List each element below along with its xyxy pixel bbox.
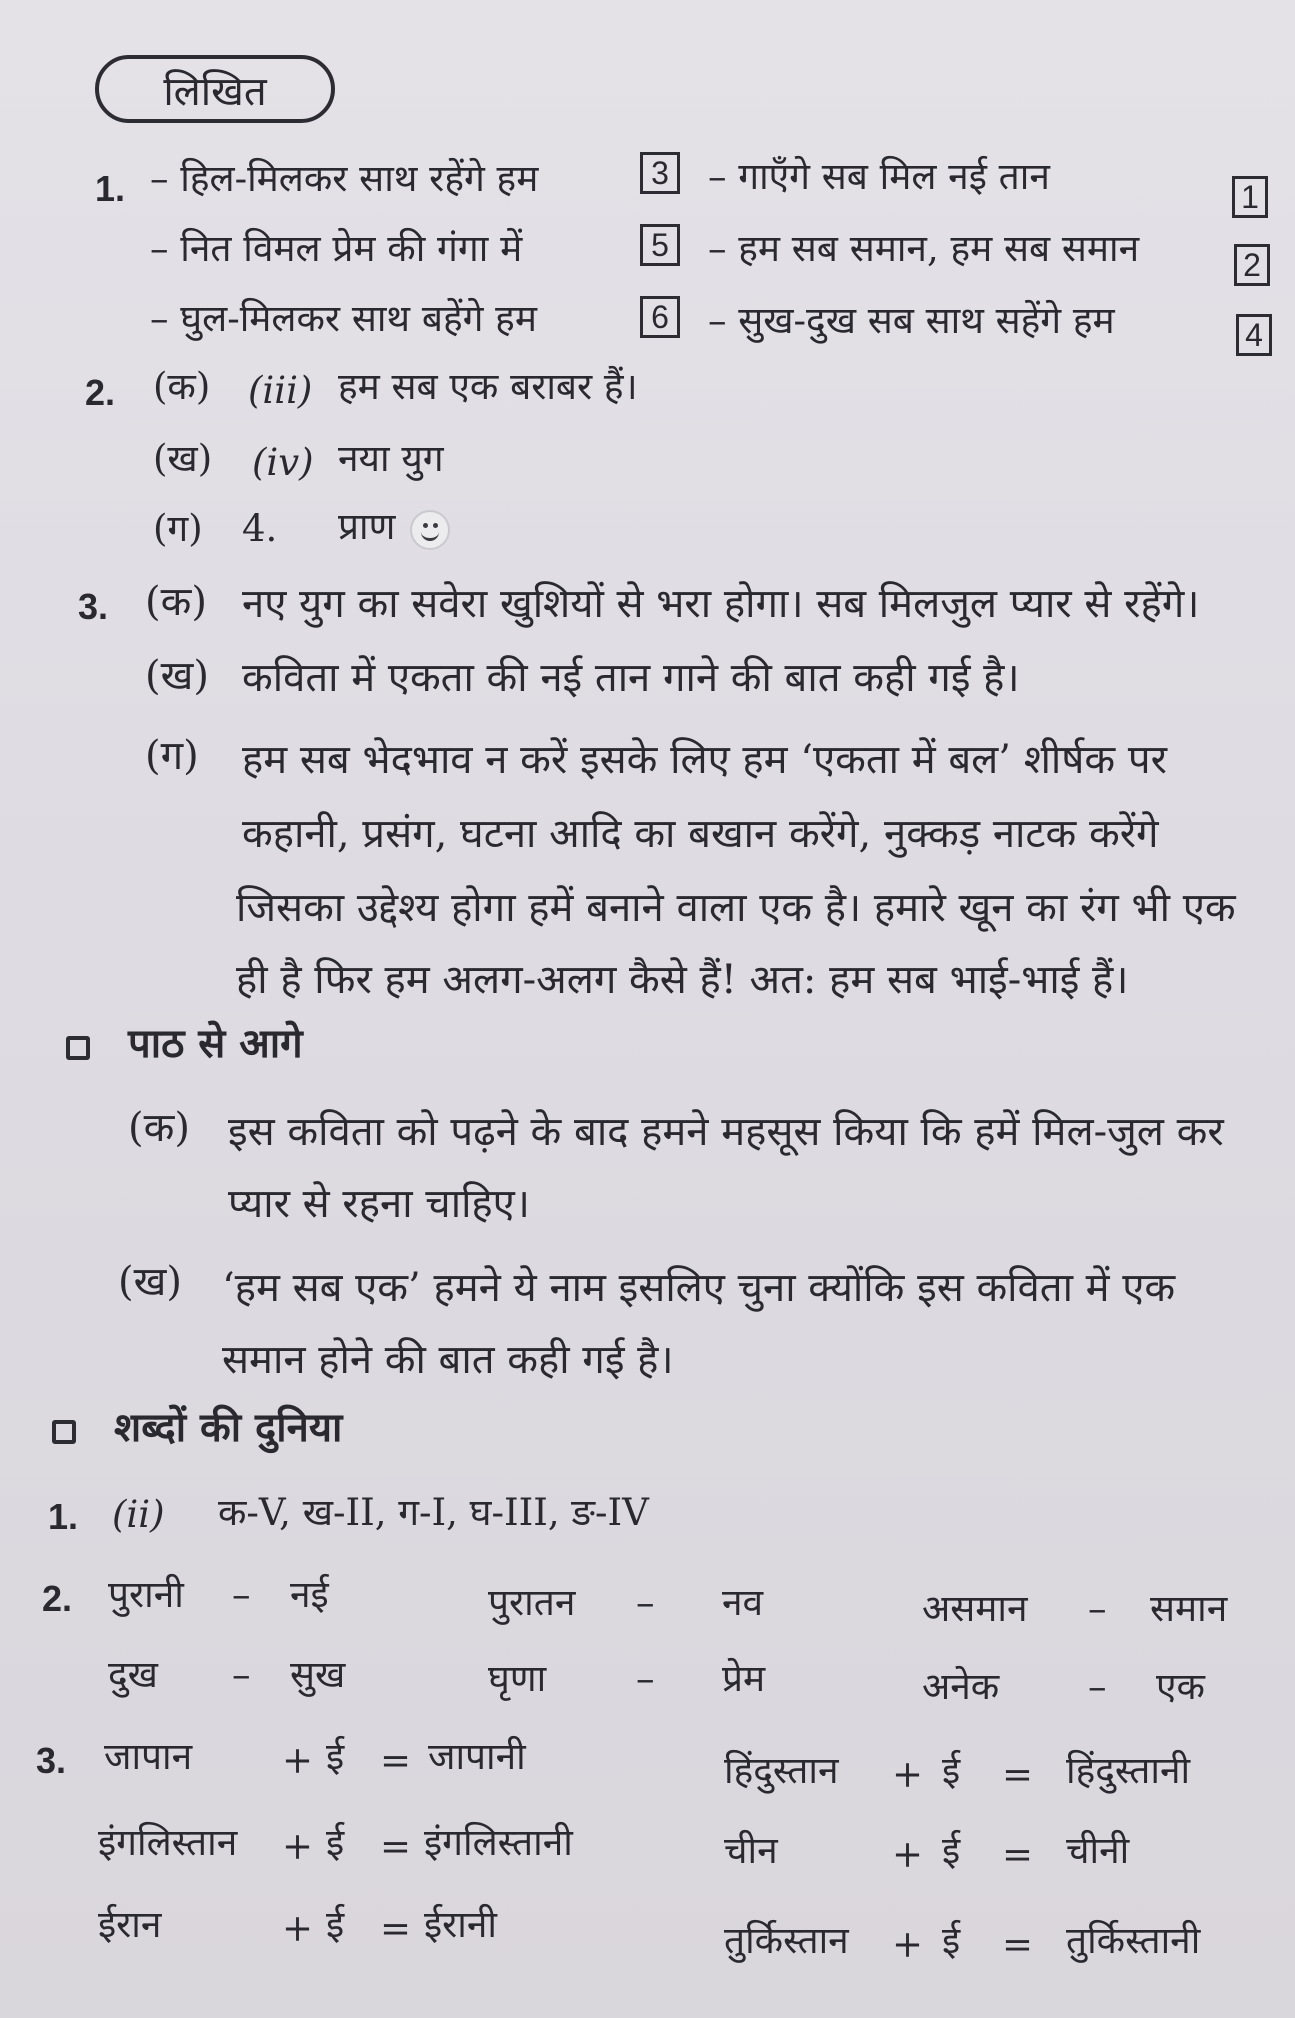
option-roman: (iv): [252, 441, 314, 484]
equals-sign: =: [380, 1907, 412, 1950]
equals-sign: =: [1002, 1833, 1034, 1876]
section-square-icon: [66, 1036, 90, 1060]
option-label: (ग): [153, 507, 203, 550]
antonym-dash: –: [1088, 1665, 1107, 1708]
plus-sign: +: [892, 1833, 924, 1876]
section-heading-likhit: [95, 55, 335, 123]
word-base: तुर्किस्तान: [724, 1919, 849, 1962]
answer-line: हम सब भेदभाव न करें इसके लिए हम ‘एकता में बल’ शीर्षक पर: [242, 737, 1167, 783]
antonym-word: दुख: [108, 1653, 158, 1696]
option-label: (ग): [145, 733, 199, 779]
answer-text: हम सब एक बराबर हैं।: [338, 365, 638, 408]
smiley-sticker: [410, 510, 450, 550]
antonym-dash: –: [232, 1653, 251, 1696]
match-number-box: 2: [1234, 244, 1270, 286]
antonym-word: एक: [1156, 1665, 1205, 1708]
section-heading-paath-se-aage: पाठ से आगे: [128, 1020, 303, 1067]
question-number: 1.: [95, 168, 126, 209]
equals-sign: =: [380, 1825, 412, 1868]
match-number-box: 1: [1232, 176, 1268, 218]
match-right-text: – सुख-दुख सब साथ सहेंगे हम: [708, 299, 1115, 342]
question-number: 2.: [85, 372, 116, 413]
word-base: चीन: [724, 1829, 778, 1872]
equals-sign: =: [1002, 1923, 1034, 1966]
answer-line: ‘हम सब एक’ हमने ये नाम इसलिए चुना क्योंकि इस कविता में एक: [222, 1265, 1176, 1311]
answer-line: इस कविता को पढ़ने के बाद हमने महसूस किया कि हमें मिल-जुल कर: [228, 1109, 1224, 1155]
antonym-word: नव: [722, 1581, 764, 1624]
antonym-word: समान: [1150, 1587, 1228, 1630]
word-result: इंगलिस्तानी: [424, 1821, 573, 1864]
option-label: (क): [128, 1105, 190, 1151]
option-roman: 4.: [242, 507, 278, 550]
antonym-dash: –: [636, 1657, 655, 1700]
plus-sign: +: [282, 1825, 314, 1868]
question-number: 3.: [78, 586, 109, 627]
antonym-word: प्रेम: [722, 1657, 766, 1700]
antonym-word: सुख: [290, 1653, 346, 1696]
option-roman: (iii): [248, 369, 313, 412]
answer-line: समान होने की बात कही गई है।: [222, 1337, 674, 1383]
option-label: (क): [145, 579, 207, 625]
answer-line: प्यार से रहना चाहिए।: [228, 1181, 530, 1227]
match-answer-box: 6: [640, 296, 680, 338]
option-label: (ख): [118, 1259, 182, 1305]
antonym-word: पुरानी: [108, 1573, 184, 1616]
section-heading-shabdon-ki-duniya: शब्दों की दुनिया: [114, 1404, 343, 1451]
answer-line: जिसका उद्देश्य होगा हमें बनाने वाला एक है। हमारे खून का रंग भी एक: [236, 885, 1236, 931]
plus-sign: +: [282, 1907, 314, 1950]
answer-text: कविता में एकता की नई तान गाने की बात कही गई है।: [242, 655, 1020, 701]
match-answer-box: 3: [640, 152, 680, 194]
answer-line: ही है फिर हम अलग-अलग कैसे हैं! अत: हम सब भाई-भाई हैं।: [236, 957, 1129, 1003]
match-number-box: 4: [1236, 314, 1272, 356]
antonym-dash: –: [636, 1581, 655, 1624]
plus-sign: +: [892, 1753, 924, 1796]
antonym-word: अनेक: [922, 1665, 1000, 1708]
antonym-dash: –: [232, 1573, 251, 1616]
match-left-text: – हिल-मिलकर साथ रहेंगे हम: [150, 157, 539, 200]
antonym-word: नई: [290, 1573, 329, 1616]
word-base: इंगलिस्तान: [98, 1821, 238, 1864]
match-right-text: – गाएँगे सब मिल नई तान: [708, 155, 1050, 198]
option-roman: (ii): [112, 1493, 165, 1536]
question-number: 3.: [36, 1740, 67, 1781]
question-number: 1.: [48, 1496, 79, 1537]
match-answer-box: 5: [640, 224, 680, 266]
plus-sign: +: [282, 1739, 314, 1782]
plus-sign: +: [892, 1923, 924, 1966]
word-suffix: ई: [326, 1903, 345, 1946]
match-left-text: – घुल-मिलकर साथ बहेंगे हम: [150, 297, 537, 340]
section-heading-text: लिखित: [163, 68, 267, 115]
word-result: जापानी: [428, 1735, 526, 1778]
antonym-word: पुरातन: [488, 1581, 576, 1624]
antonym-word: घृणा: [488, 1657, 547, 1700]
antonym-word: असमान: [922, 1587, 1028, 1630]
word-result: हिंदुस्तानी: [1066, 1749, 1191, 1792]
word-result: चीनी: [1066, 1829, 1130, 1872]
section-square-icon: [52, 1420, 76, 1444]
option-label: (ख): [153, 437, 213, 480]
option-label: (ख): [145, 653, 209, 699]
word-base: हिंदुस्तान: [724, 1749, 839, 1792]
word-suffix: ई: [942, 1829, 961, 1872]
word-suffix: ई: [326, 1735, 345, 1778]
answer-text: नया युग: [338, 437, 444, 480]
answer-line: कहानी, प्रसंग, घटना आदि का बखान करेंगे, नुक्कड़ नाटक करेंगे: [242, 811, 1159, 857]
answer-text: नए युग का सवेरा खुशियों से भरा होगा। सब मिलजुल प्यार से रहेंगे।: [242, 581, 1200, 627]
equals-sign: =: [380, 1739, 412, 1782]
word-base: ईरान: [98, 1903, 162, 1946]
match-right-text: – हम सब समान, हम सब समान: [708, 227, 1140, 270]
option-label: (क): [153, 365, 211, 408]
word-result: ईरानी: [424, 1903, 498, 1946]
word-base: जापान: [104, 1735, 193, 1778]
equals-sign: =: [1002, 1753, 1034, 1796]
match-left-text: – नित विमल प्रेम की गंगा में: [150, 227, 523, 270]
word-suffix: ई: [326, 1821, 345, 1864]
word-suffix: ई: [942, 1749, 961, 1792]
word-suffix: ई: [942, 1919, 961, 1962]
word-result: तुर्किस्तानी: [1066, 1919, 1201, 1962]
question-number: 2.: [42, 1578, 73, 1619]
antonym-dash: –: [1088, 1587, 1107, 1630]
answer-text: प्राण: [338, 505, 396, 548]
answer-text: क-V, ख-II, ग-I, घ-III, ङ-IV: [218, 1491, 649, 1534]
